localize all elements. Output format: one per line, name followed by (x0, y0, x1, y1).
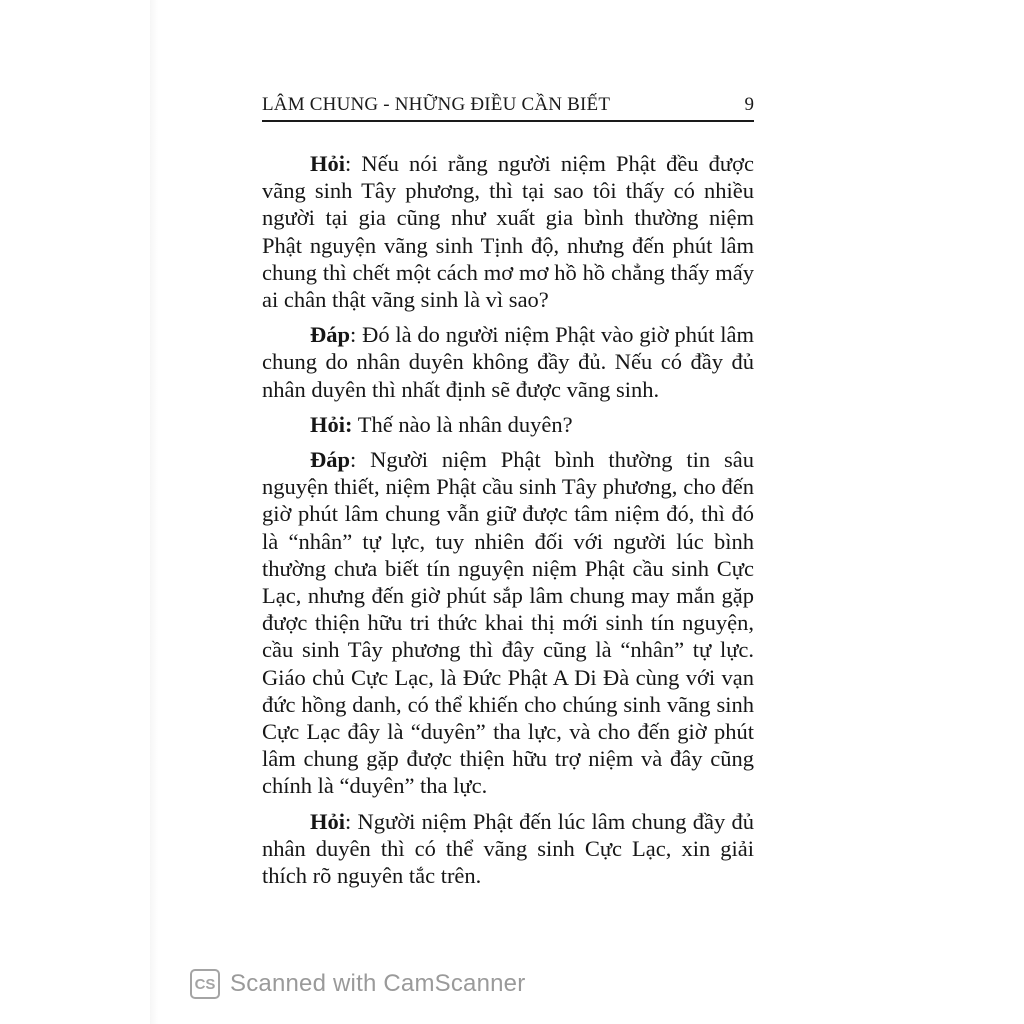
running-title: LÂM CHUNG - NHỮNG ĐIỀU CẦN BIẾT (262, 94, 611, 115)
paragraph-text: : Đó là do người niệm Phật vào giờ phút lâm chung do nhân duyên không đầy đủ. Nếu có đầy đủ nhân duyên thì nhất định sẽ được vãng sinh. (262, 322, 754, 402)
running-header (262, 92, 754, 120)
body-text (262, 150, 754, 897)
paragraph-label: Hỏi (310, 808, 346, 834)
paragraph-question-3 (262, 808, 754, 890)
paragraph-text: : Người niệm Phật bình thường tin sâu nguyện thiết, niệm Phật cầu sinh Tây phương, cho đến giờ phút lâm chung vẫn giữ được tâm niệm đó, thì đó là “nhân” tự lực, tuy nhiên đối với người lúc bình thường chưa biết tín nguyện niệm Phật cầu sinh Cực Lạc, nhưng đến giờ phút sắp lâm chung may mắn gặp được thiện hữu tri thức khai thị mới sinh tín nguyện, cầu sinh Tây phương thì đây cũng là “nhân” tự lực. Giáo chủ Cực Lạc, là Đức Phật A Di Đà cùng với vạn đức hồng danh, có thể khiến cho chúng sinh vãng sinh Cực Lạc đây là “duyên” tha lực, và cho đến giờ phút lâm chung gặp được thiện hữu trợ niệm và đây cũng chính là “duyên” tha lực. (262, 447, 754, 799)
paragraph-text: : Nếu nói rằng người niệm Phật đều được vãng sinh Tây phương, thì tại sao tôi thấy có nhiều người tại gia cũng như xuất gia bình thường niệm Phật nguyện vãng sinh Tịnh độ, nhưng đến phút lâm chung thì chết một cách mơ mơ hồ hồ chẳng thấy mấy ai chân thật vãng sinh là vì sao? (262, 151, 754, 313)
paragraph-text: Thế nào là nhân duyên? (352, 411, 573, 437)
page-edge-shadow (150, 0, 158, 1024)
camscanner-watermark (190, 966, 525, 1002)
paragraph-question-1 (262, 150, 754, 313)
page-number: 9 (744, 94, 754, 115)
paragraph-label: Hỏi: (310, 411, 353, 437)
watermark-text: Scanned with CamScanner (230, 970, 526, 997)
paragraph-text: : Người niệm Phật đến lúc lâm chung đầy đủ nhân duyên thì có thể vãng sinh Cực Lạc, xin giải thích rõ nguyên tắc trên. (262, 808, 754, 889)
paragraph-label: Đáp (310, 322, 351, 348)
camscanner-logo-icon: CS (190, 969, 220, 999)
paragraph-question-2 (262, 411, 754, 438)
paragraph-label: Hỏi (310, 151, 346, 176)
header-rule (262, 120, 754, 122)
paragraph-answer-1 (262, 321, 754, 403)
paragraph-answer-2 (262, 446, 754, 800)
paragraph-label: Đáp (310, 447, 351, 473)
